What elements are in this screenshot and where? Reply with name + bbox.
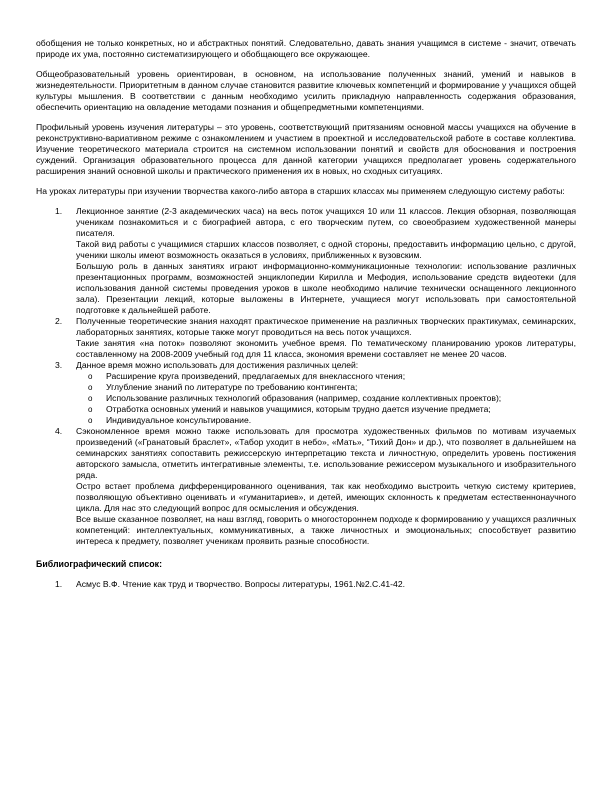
list-item-paragraph: Такие занятия «на поток» позволяют экономить учебное время. По тематическому планированию уроков литературы, составленному на 2008-2009 учебный год для 11 класса, экономия времени составляет не менее 20 часов. — [76, 338, 576, 359]
bibliography-item-number: 1. — [55, 579, 63, 589]
list-item-number: 1. — [55, 206, 63, 216]
sublist-item-text: Использование различных технологий образования (например, создание коллективных проектов); — [106, 393, 502, 403]
list-item-paragraph: Лекционное занятие (2-3 академических часа) на весь поток учащихся 10 или 11 классов. Лекция обзорная, позволяющая ученикам познакомиться и с биографией автора, с его творческим путем, со своеобразием художественной манеры писателя. — [76, 206, 576, 238]
sublist-item — [76, 415, 576, 426]
list-item-paragraph: Остро встает проблема дифференцированного оценивания, так как необходимо выстроить четкую систему критериев, позволяющую объективно оценивать и «гуманитариев», и детей, имеющих склонность к предметам естественнонаучного цикла. Для нас это следующий вопрос для осмысления и обсуждения. — [76, 481, 576, 513]
bullet-icon: o — [88, 405, 93, 414]
list-item-paragraph: Данное время можно использовать для достижения различных целей: — [76, 360, 359, 370]
sublist-item — [76, 382, 576, 393]
bibliography-item — [36, 579, 576, 590]
list-item-paragraph: Все выше сказанное позволяет, на наш взгляд, говорить о многостороннем подходе к формированию у учащихся различных компетенций: интеллектуальных, коммуникативных, а также личностных и эмоциональных; способствует развитию интереса к предмету, позволяет ученикам проявить разные способности. — [76, 514, 576, 546]
goals-sublist — [76, 371, 576, 426]
list-item — [36, 316, 576, 360]
bullet-icon: o — [88, 383, 93, 392]
sublist-item-text: Расширение круга произведений, предлагаемых для внеклассного чтения; — [106, 371, 406, 381]
list-item-paragraph: Полученные теоретические знания находят практическое применение на различных творческих практикумах, семинарских, лабораторных занятиях, которые также могут проводиться на весь поток учащихся. — [76, 316, 576, 337]
bullet-icon: o — [88, 372, 93, 381]
list-item-number: 4. — [55, 426, 63, 436]
list-item-number: 3. — [55, 360, 63, 370]
sublist-item-text: Углубление знаний по литературе по требованию контингента; — [106, 382, 358, 392]
sublist-item-text: Отработка основных умений и навыков учащимися, которым трудно дается изучение предмета; — [106, 404, 491, 414]
sublist-item — [76, 393, 576, 404]
bullet-icon: o — [88, 394, 93, 403]
sublist-item — [76, 404, 576, 415]
list-item-paragraph: Большую роль в данных занятиях играют информационно-коммуникационные технологии: использование различных презентационных программ, возможностей энциклопедии Кирилла и Мефодия, использование средств видеотеки (для использования данной системы проведения уроков в школе необходимо наличие технически оснащенного лекционного зала). Презентации лекций, которые выложены в Интернете, учащиеся могут использовать при самостоятельной подготовке к дальнейшей работе. — [76, 261, 576, 315]
intro-continuation-paragraph: обобщения не только конкретных, но и абстрактных понятий. Следовательно, давать знания учащимся в системе - значит, отвечать природе их ума, постоянно систематизирующего и обобщающего все окружающее. — [36, 38, 576, 59]
bibliography-list — [36, 579, 576, 590]
list-item — [36, 426, 576, 547]
list-item-paragraph: Сэкономленное время можно также использовать для просмотра художественных фильмов по мотивам изучаемых произведений («Гранатовый браслет», «Табор уходит в небо», «Мать», “Тихий Дон» и др.), что позволяет в дальнейшем на семинарских занятиях сопоставить режиссерскую интерпретацию текста и личностную, определить уровень постижения авторского замысла, отметить интегративные элементы, т.е. использование режиссером музыкального и изобразительного ряда. — [76, 426, 576, 480]
list-item-paragraph: Такой вид работы с учащимися старших классов позволяет, с одной стороны, предоставить информацию цельно, с другой, ученики школы имеют возможность оказаться в условиях, приближенных к вузовским. — [76, 239, 576, 260]
list-item — [36, 360, 576, 426]
sublist-item — [76, 371, 576, 382]
bibliography-heading: Библиографический список: — [36, 559, 162, 569]
general-level-paragraph: Общеобразовательный уровень ориентирован, в основном, на использование полученных знаний, умений и навыков в жизнедеятельности. Приоритетным в данном случае становится развитие ключевых компетенций и формирование у учащихся общей культуры мышления. В соответствии с данным необходимо усилить прикладную направленность содержания образования, обеспечить ориентацию на овладение методами познания и общепредметными компетенциями. — [36, 69, 576, 112]
bullet-icon: o — [88, 416, 93, 425]
list-item-number: 2. — [55, 316, 63, 326]
profile-level-paragraph: Профильный уровень изучения литературы – это уровень, соответствующий притязаниям основной массы учащихся на обучение в реконструктивно-вариативном режиме с ознакомлением и участием в проектной и исследовательской работе в составе коллектива. Изучение теоретического материала строится на системном использовании понятий и свойств для обоснования и построения суждений. Организация образовательного процесса для данной категории учащихся предполагает уровень содержательного расширения знаний основной школы и практического применения их в новых, но сходных ситуациях. — [36, 122, 576, 176]
bibliography-item-text: Асмус В.Ф. Чтение как труд и творчество. Вопросы литературы, 1961.№2.С.41-42. — [76, 579, 405, 589]
sublist-item-text: Индивидуальное консультирование. — [106, 415, 252, 425]
list-item — [36, 206, 576, 316]
lessons-system-paragraph: На уроках литературы при изучении творчества какого-либо автора в старших классах мы применяем следующую систему работы: — [36, 186, 565, 196]
work-system-list — [36, 206, 576, 547]
